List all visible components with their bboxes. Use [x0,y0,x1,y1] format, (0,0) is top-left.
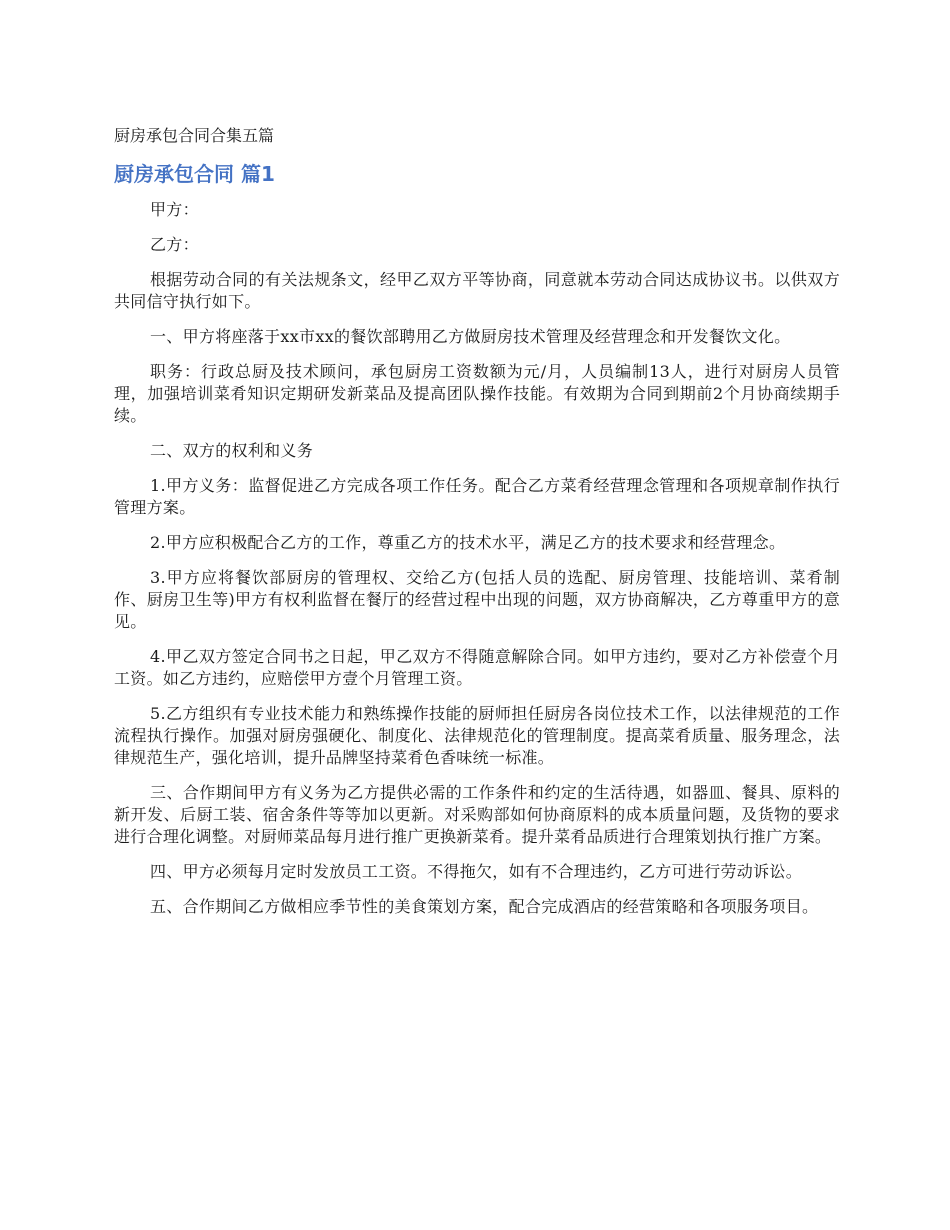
clause-2-item-2: 2.甲方应积极配合乙方的工作，尊重乙方的技术水平，满足乙方的技术要求和经营理念。 [150,533,786,552]
party-b-line: 乙方： [150,235,199,254]
clause-2-item-1: 1.甲方义务：监督促进乙方完成各项工作任务。配合乙方菜肴经营理念管理和各项规章制作执行管理方案。 [114,476,840,517]
clause-2-item-5: 5.乙方组织有专业技术能力和熟练操作技能的厨师担任厨房各岗位技术工作，以法律规范的工作流程执行操作。加强对厨房强硬化、制度化、法律规范化的管理制度。提高菜肴质量、服务理念，法律规范生产，强化培训，提升品牌坚持菜肴色香味统一标准。 [114,704,840,767]
clause-2-item-3: 3.甲方应将餐饮部厨房的管理权、交给乙方(包括人员的选配、厨房管理、技能培训、菜肴制作、厨房卫生等)甲方有权利监督在餐厅的经营过程中出现的问题，双方协商解决，乙方尊重甲方的意见。 [114,568,840,631]
document-page [114,123,840,931]
clause-5-paragraph: 五、合作期间乙方做相应季节性的美食策划方案，配合完成酒店的经营策略和各项服务项目。 [150,897,819,916]
clause-2-item-4: 4.甲乙双方签定合同书之日起，甲乙双方不得随意解除合同。如甲方违约，要对乙方补偿壹个月工资。如乙方违约，应赔偿甲方壹个月管理工资。 [114,647,840,688]
clause-4-paragraph: 四、甲方必须每月定时发放员工工资。不得拖欠，如有不合理违约，乙方可进行劳动诉讼。 [150,862,803,881]
section-heading: 厨房承包合同 篇1 [114,162,275,186]
clause-1-paragraph: 一、甲方将座落于xx市xx的餐饮部聘用乙方做厨房技术管理及经营理念和开发餐饮文化。 [150,327,791,346]
duties-paragraph: 职务：行政总厨及技术顾问，承包厨房工资数额为元/月，人员编制13人，进行对厨房人员管理，加强培训菜肴知识定期研发新菜品及提高团队操作技能。有效期为合同到期前2个月协商续期手续。 [114,362,840,425]
document-title: 厨房承包合同合集五篇 [114,126,275,145]
preamble-paragraph: 根据劳动合同的有关法规条文，经甲乙双方平等协商，同意就本劳动合同达成协议书。以供双方共同信守执行如下。 [114,270,840,311]
clause-3-paragraph: 三、合作期间甲方有义务为乙方提供必需的工作条件和约定的生活待遇，如器皿、餐具、原料的新开发、后厨工装、宿舍条件等等加以更新。对采购部如何协商原料的成本质量问题，及货物的要求进行合理化调整。对厨师菜品每月进行推广更换新菜肴。提升菜肴品质进行合理策划执行推广方案。 [114,783,840,846]
party-a-line: 甲方： [150,200,199,219]
clause-2-heading: 二、双方的权利和义务 [150,441,314,460]
